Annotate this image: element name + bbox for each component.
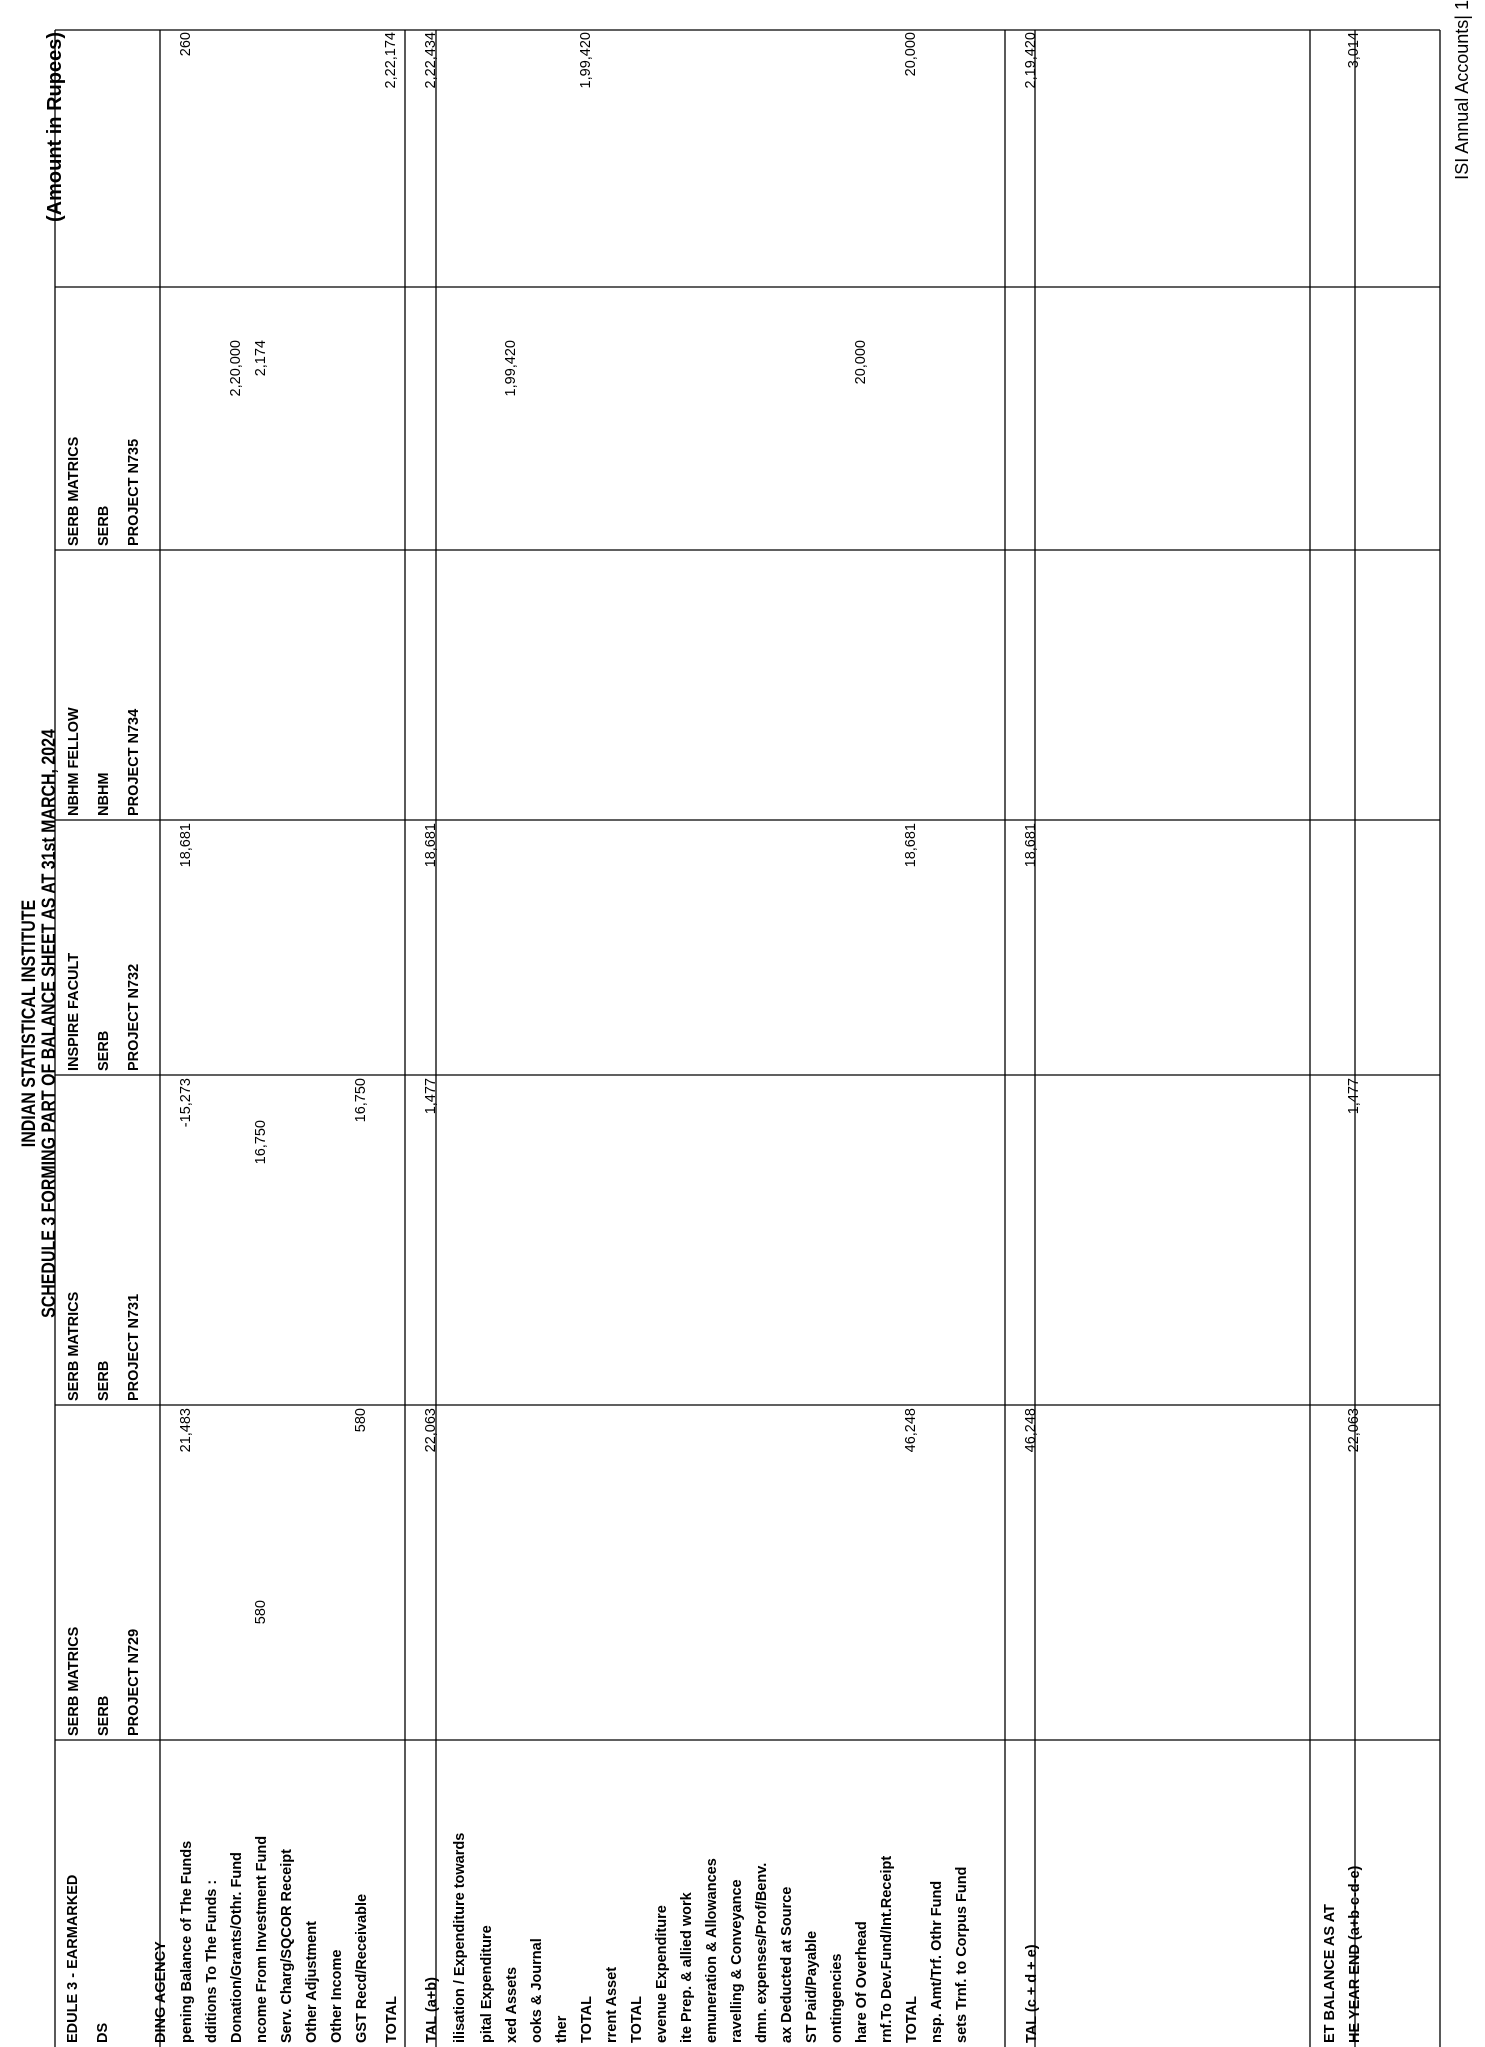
row-label-10: TAL (a+b) [424, 1977, 440, 2043]
row-label-30: nsp. Amt/Trf. Othr Fund [929, 1880, 945, 2043]
row-label-28: rnf.To Dev.Fund/Int.Receipt [879, 1855, 895, 2043]
row-4-value-1: 580 [253, 1600, 269, 1625]
row-32-value-2: 46,248 [1023, 1408, 1039, 1453]
row-label-2: dditions To The Funds : [204, 1879, 220, 2043]
row-8-value-4: 16,750 [353, 1078, 369, 1123]
row-label-23: dmn. expenses/Prof/Benv. [754, 1862, 770, 2043]
header-label-3: DING AGENCY [153, 1941, 169, 2043]
column-3-name: INSPIRE FACULT [66, 952, 82, 1071]
row-label-15: ther [554, 2015, 570, 2043]
row-label-33: ET BALANCE AS AT [1322, 1904, 1338, 2043]
row-label-8: GST Recd/Receivable [354, 1893, 370, 2043]
row-32-value-6: 18,681 [1023, 823, 1039, 868]
row-label-22: ravelling & Conveyance [729, 1879, 745, 2043]
row-label-4: ncome From Investment Fund [254, 1835, 270, 2043]
column-5-agency: SERB [96, 505, 112, 546]
row-label-24: ax Deducted at Source [779, 1886, 795, 2043]
column-5-name: SERB MATRICS [66, 436, 82, 546]
row-10-value-6: 18,681 [423, 823, 439, 868]
column-5-project: PROJECT N735 [126, 438, 142, 546]
column-2-project: PROJECT N731 [126, 1293, 142, 1401]
row-label-34: HE YEAR END (a+b-c-d-e) [1347, 1865, 1363, 2043]
row-29-value-6: 18,681 [903, 823, 919, 868]
row-label-20: ite Prep. & allied work [679, 1892, 695, 2043]
header-label-2: DS [95, 2022, 111, 2043]
row-4-value-3: 16,750 [253, 1120, 269, 1165]
row-27-value-7: 20,000 [853, 340, 869, 385]
row-9-value-8: 2,22,174 [383, 32, 399, 89]
column-4-agency: NBHM [96, 772, 112, 816]
column-4-name: NBHM FELLOW [66, 707, 82, 816]
header-label-1: EDULE 3 - EARMARKED [65, 1874, 81, 2043]
row-4-value-7: 2,174 [253, 340, 269, 377]
row-10-value-4: 1,477 [423, 1078, 439, 1115]
row-1-value-6: 18,681 [178, 823, 194, 868]
row-label-5: Serv. Charg/SQCOR Receipt [279, 1849, 295, 2043]
row-label-9: TOTAL [384, 1996, 400, 2043]
row-13-value-7: 1,99,420 [503, 340, 519, 397]
row-label-25: ST Paid/Payable [804, 1930, 820, 2043]
row-34-value-4: 1,477 [1346, 1078, 1362, 1115]
row-label-26: ontingencies [829, 1953, 845, 2043]
row-label-16: TOTAL [579, 1996, 595, 2043]
row-32-value-8: 2,19,420 [1023, 32, 1039, 89]
row-label-32: TAL (c + d + e) [1024, 1944, 1040, 2043]
schedule-title: SCHEDULE 3 FORMING PART OF BALANCE SHEET AS AT 31st MARCH, 2024 [39, 729, 60, 1318]
row-label-17: rrent Asset [604, 1966, 620, 2043]
row-29-value-2: 46,248 [903, 1408, 919, 1453]
column-2-name: SERB MATRICS [66, 1291, 82, 1401]
row-1-value-2: 21,483 [178, 1408, 194, 1453]
row-label-3: Donation/Grants/Othr. Fund [229, 1852, 245, 2043]
column-1-project: PROJECT N729 [126, 1628, 142, 1736]
row-16-value-8: 1,99,420 [578, 32, 594, 89]
row-label-7: Other Income [329, 1949, 345, 2043]
row-label-21: emuneration & Allowances [704, 1858, 720, 2043]
row-label-12: pital Expenditure [479, 1925, 495, 2043]
column-1-name: SERB MATRICS [66, 1626, 82, 1736]
row-10-value-8: 2,22,434 [423, 32, 439, 89]
row-label-27: hare Of Overhead [854, 1921, 870, 2043]
row-3-value-7: 2,20,000 [228, 340, 244, 397]
row-label-6: Other Adjustment [304, 1921, 320, 2043]
column-3-project: PROJECT N732 [126, 963, 142, 1071]
column-2-agency: SERB [96, 1360, 112, 1401]
row-label-29: TOTAL [904, 1996, 920, 2043]
row-label-1: pening Balance of The Funds [179, 1840, 195, 2043]
row-label-31: sets Trnf. to Corpus Fund [954, 1866, 970, 2043]
row-label-13: xed Assets [504, 1966, 520, 2043]
column-3-agency: SERB [96, 1030, 112, 1071]
row-34-value-8: 3,014 [1346, 32, 1362, 69]
row-34-value-2: 22,063 [1346, 1408, 1362, 1453]
institute-title: INDIAN STATISTICAL INSTITUTE [19, 899, 40, 1148]
row-label-11: ilisation / Expenditure towards [452, 1832, 468, 2043]
page-footer: ISI Annual Accounts| 1 [1452, 0, 1472, 180]
row-label-14: ooks & Journal [529, 1938, 545, 2043]
row-8-value-2: 580 [353, 1408, 369, 1433]
row-29-value-8: 20,000 [903, 32, 919, 77]
row-label-19: evenue Expenditure [654, 1905, 670, 2043]
row-1-value-4: -15,273 [178, 1078, 194, 1128]
column-1-agency: SERB [96, 1695, 112, 1736]
row-10-value-2: 22,063 [423, 1408, 439, 1453]
row-1-value-8: 260 [178, 32, 194, 57]
row-label-18: TOTAL [629, 1996, 645, 2043]
amount-note: (Amount in Rupees) [44, 32, 66, 222]
column-4-project: PROJECT N734 [126, 708, 142, 816]
